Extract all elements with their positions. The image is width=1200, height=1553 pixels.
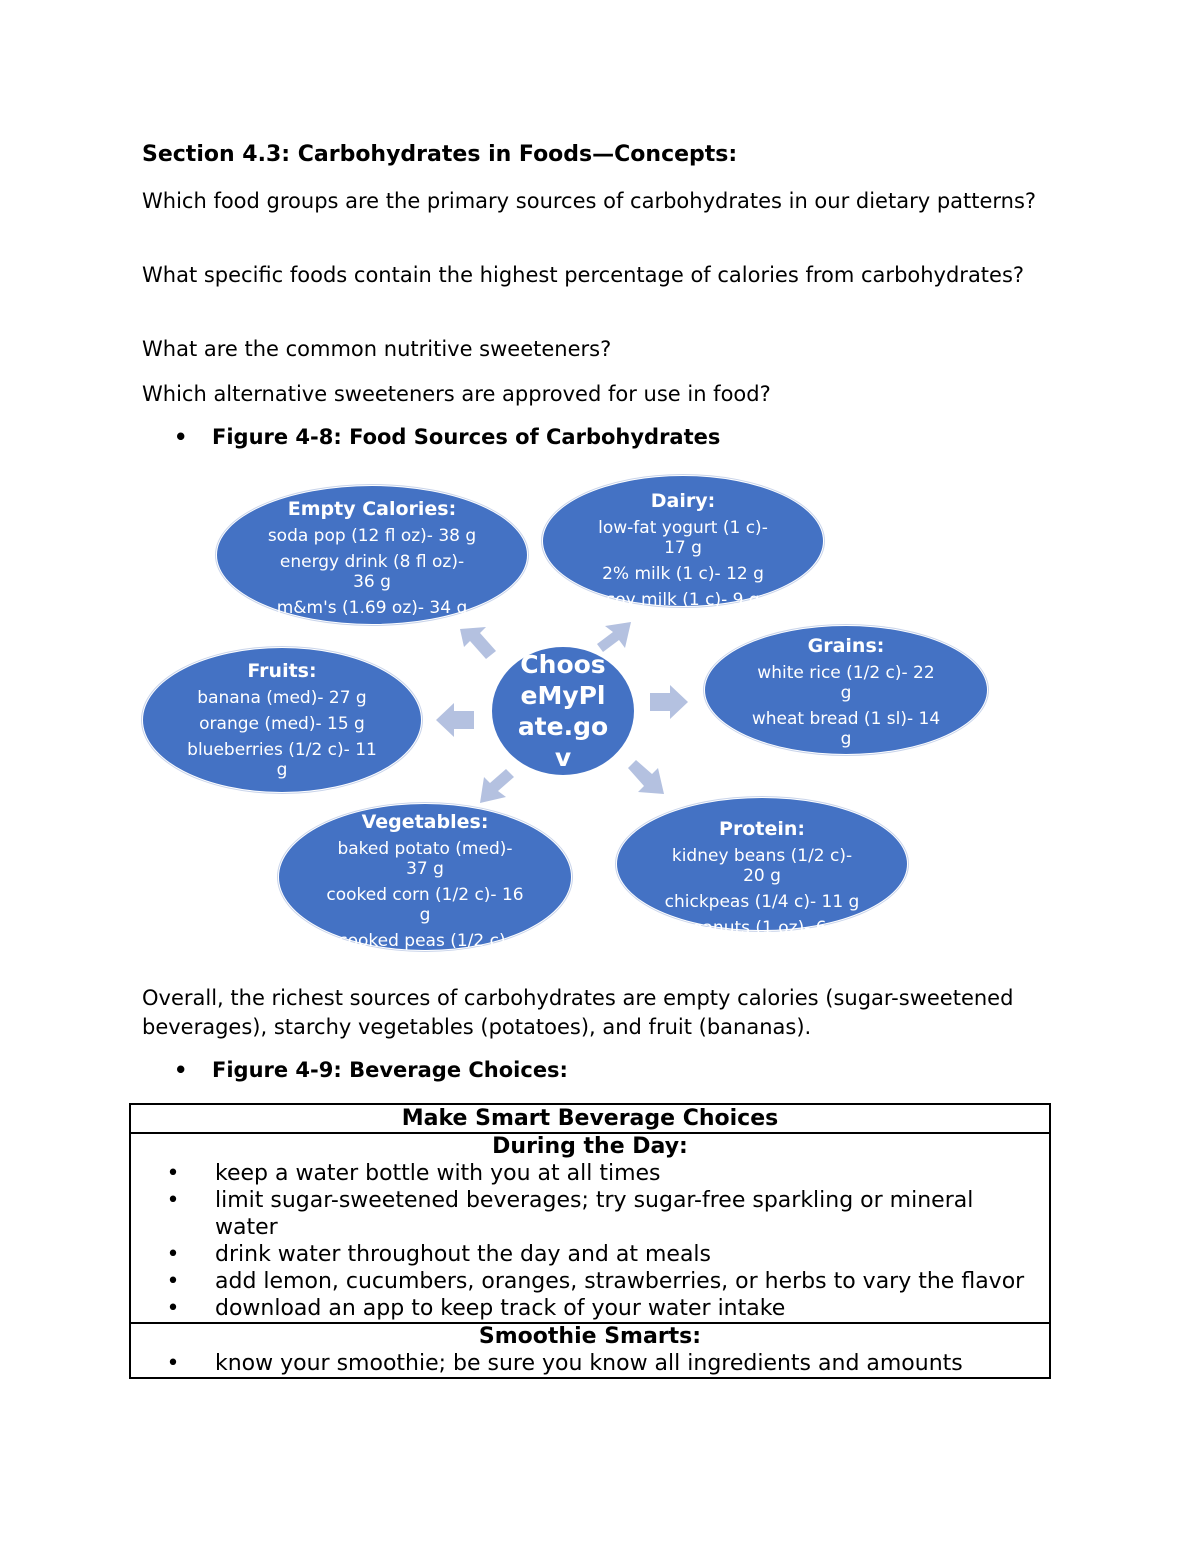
list-item: • know your smoothie; be sure you know all ingredients and amounts — [131, 1350, 1049, 1377]
arrow-to-empty-calories-icon — [460, 627, 498, 661]
table-title-row — [131, 1105, 1049, 1132]
protein-title: Protein: — [719, 817, 805, 840]
empty-calories-item: soda pop (12 fl oz)- 38 g — [267, 525, 477, 546]
bullet: • — [166, 1351, 180, 1376]
carbohydrate-sources-diagram — [140, 475, 1010, 971]
arrow-to-vegetables-icon — [480, 769, 518, 803]
vegetables-item: cooked peas (1/2 c)- 12 g — [338, 930, 512, 971]
list-item: • download an app to keep track of your water intake — [131, 1295, 1049, 1322]
vegetables-title: Vegetables: — [361, 810, 489, 833]
fruits-item: banana (med)- 27 g — [197, 687, 367, 708]
beverage-choices-table — [129, 1103, 1051, 1379]
question-1: Which food groups are the primary sources of carbohydrates in our dietary patterns? — [142, 189, 1037, 213]
section-heading-smoothie: Smoothie Smarts: — [478, 1324, 702, 1349]
vegetables-item: cooked corn (1/2 c)- 16 g — [326, 884, 524, 925]
center-choosemyplate-circle — [490, 645, 636, 777]
arrow-to-fruits-icon — [436, 703, 474, 737]
dairy-item: low-fat yogurt (1 c)- 17 g — [598, 517, 768, 558]
bullet: • — [174, 425, 188, 449]
overall-summary: Overall, the richest sources of carbohydrates are empty calories (sugar-sweetened beverages), starchy vegetables (potatoes), and fruit (bananas). — [142, 986, 1014, 1039]
bullet: • — [174, 1058, 188, 1082]
dairy-item: 2% milk (1 c)- 12 g — [602, 563, 764, 584]
figure-4-9-title-text: Figure 4-9: Beverage Choices: — [212, 1058, 568, 1082]
list-item: • drink water throughout the day and at meals — [131, 1241, 1049, 1268]
grains-ellipse — [704, 625, 988, 775]
bullet: • — [166, 1269, 180, 1294]
vegetables-ellipse — [278, 803, 572, 971]
bullet: • — [166, 1242, 180, 1267]
question-4: Which alternative sweeteners are approved for use in food? — [142, 382, 771, 406]
figure-4-8-title — [174, 425, 720, 449]
bullet: • — [166, 1188, 180, 1213]
arrow-to-grains-icon — [650, 685, 688, 719]
section-heading: Section 4.3: Carbohydrates in Foods—Concepts: — [142, 142, 738, 167]
grains-title: Grains: — [807, 634, 885, 657]
grains-item: wheat bread (1 sl)- 14 g — [751, 708, 941, 749]
empty-calories-title: Empty Calories: — [287, 497, 457, 520]
table-section-smoothie — [131, 1322, 1049, 1377]
dairy-ellipse — [542, 475, 824, 610]
figure-4-8-title-text: Figure 4-8: Food Sources of Carbohydrates — [212, 425, 721, 449]
dairy-item: soy milk (1 c)- 9 g — [606, 589, 760, 610]
center-label: ChooseMyPlate.gov — [517, 650, 609, 772]
vegetables-item: baked potato (med)- 37 g — [337, 838, 513, 879]
protein-item: chickpeas (1/4 c)- 11 g — [664, 891, 860, 912]
grains-item: pasta (1/2 c)- 19 g — [767, 754, 925, 775]
grains-item: white rice (1/2 c)- 22 g — [757, 662, 935, 703]
table-section-during-day — [131, 1132, 1049, 1322]
arrow-to-dairy-icon — [595, 618, 633, 652]
fruits-ellipse — [142, 647, 422, 793]
empty-calories-item: energy drink (8 fl oz)- 36 g — [279, 551, 465, 592]
protein-item: kidney beans (1/2 c)- 20 g — [671, 845, 853, 886]
protein-ellipse — [616, 797, 908, 938]
bullet: • — [166, 1161, 180, 1186]
question-2: What specific foods contain the highest percentage of calories from carbohydrates? — [142, 263, 1025, 287]
empty-calories-ellipse — [216, 485, 528, 625]
protein-item: peanuts (1 oz)- 6 g — [681, 917, 843, 938]
dairy-title: Dairy: — [650, 489, 716, 512]
arrow-to-protein-icon — [626, 760, 664, 794]
list-item: • limit sugar-sweetened beverages; try sugar-free sparkling or mineral water — [131, 1187, 1049, 1241]
section-heading-during-day: During the Day: — [492, 1134, 688, 1159]
fruits-title: Fruits: — [247, 659, 317, 682]
fruits-item: orange (med)- 15 g — [199, 713, 365, 734]
table-title: Make Smart Beverage Choices — [401, 1106, 779, 1131]
fruits-item: blueberries (1/2 c)- 11 g — [187, 739, 377, 780]
question-3: What are the common nutritive sweeteners? — [142, 337, 612, 361]
bullet: • — [166, 1296, 180, 1321]
list-item: • add lemon, cucumbers, oranges, strawberries, or herbs to vary the flavor — [131, 1268, 1049, 1295]
figure-4-9-title — [174, 1058, 568, 1082]
list-item: • keep a water bottle with you at all times — [131, 1160, 1049, 1187]
empty-calories-item: m&m's (1.69 oz)- 34 g — [276, 597, 468, 618]
